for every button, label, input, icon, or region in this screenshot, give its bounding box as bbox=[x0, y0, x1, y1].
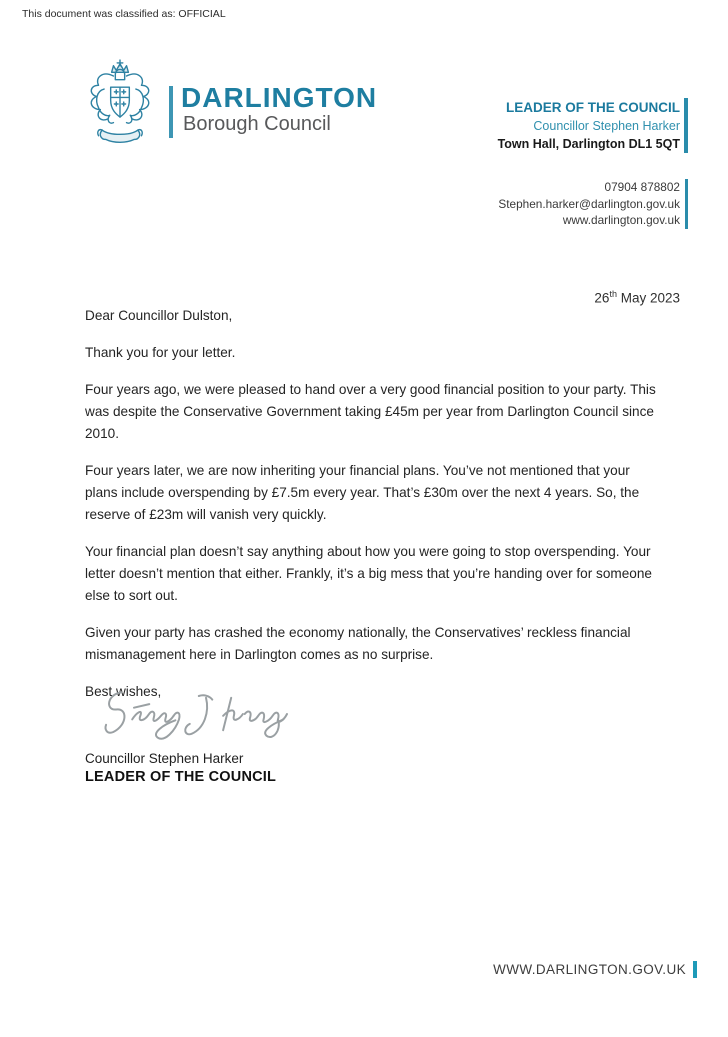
closing: Best wishes, bbox=[85, 684, 162, 699]
date-day: 26 bbox=[594, 290, 610, 306]
footer-accent-bar bbox=[693, 961, 697, 978]
letterhead-accent-bar bbox=[684, 98, 688, 153]
contact-accent-bar bbox=[685, 179, 688, 229]
logo-subtitle: Borough Council bbox=[183, 113, 331, 135]
letterhead-contact-block bbox=[498, 179, 688, 229]
letterhead-phone: 07904 878802 bbox=[604, 180, 680, 194]
paragraph: Thank you for your letter. bbox=[85, 345, 236, 360]
letterhead-role: LEADER OF THE COUNCIL bbox=[506, 100, 680, 115]
signoff-title: LEADER OF THE COUNCIL bbox=[85, 769, 277, 785]
classification-banner: This document was classified as: OFFICIAL bbox=[22, 8, 226, 20]
date-ordinal: th bbox=[609, 289, 617, 299]
council-crest-icon bbox=[78, 57, 162, 151]
letter-date bbox=[594, 289, 680, 306]
letterhead-councillor: Councillor Stephen Harker bbox=[533, 119, 680, 133]
paragraph: Your financial plan doesn’t say anything about how you were going to stop overspending. Your letter doesn’t mention that either. Frankly, it’s a big mess that you’re handing over for someone else to sort out. bbox=[85, 544, 652, 603]
date-rest: May 2023 bbox=[616, 290, 680, 306]
footer-website: WWW.DARLINGTON.GOV.UK bbox=[493, 962, 686, 977]
letter-body bbox=[85, 305, 663, 718]
footer bbox=[493, 961, 697, 978]
paragraph: Given your party has crashed the economy nationally, the Conservatives’ reckless financial mismanagement here in Darlington comes as no surprise. bbox=[85, 625, 631, 662]
logo-divider bbox=[169, 86, 173, 138]
letterhead-website: www.darlington.gov.uk bbox=[562, 213, 680, 227]
letterhead-role-block bbox=[498, 98, 688, 153]
letterhead-address: Town Hall, Darlington DL1 5QT bbox=[497, 137, 680, 151]
paragraph: Four years later, we are now inheriting your financial plans. You’ve not mentioned that your plans include overspending by £7.5m every year. That’s £30m over the next 4 years. So, the reserve of £23m will vanish very quickly. bbox=[85, 463, 640, 522]
signature-handwriting bbox=[86, 678, 326, 750]
letterhead-email: Stephen.harker@darlington.gov.uk bbox=[498, 196, 680, 211]
paragraph: Four years ago, we were pleased to hand over a very good financial position to your party. This was despite the Conservative Government taking £45m per year from Darlington Council since 2010. bbox=[85, 382, 656, 441]
signoff-name: Councillor Stephen Harker bbox=[85, 751, 244, 766]
salutation: Dear Councillor Dulston, bbox=[85, 308, 233, 323]
logo-wordmark: DARLINGTON bbox=[181, 82, 378, 113]
